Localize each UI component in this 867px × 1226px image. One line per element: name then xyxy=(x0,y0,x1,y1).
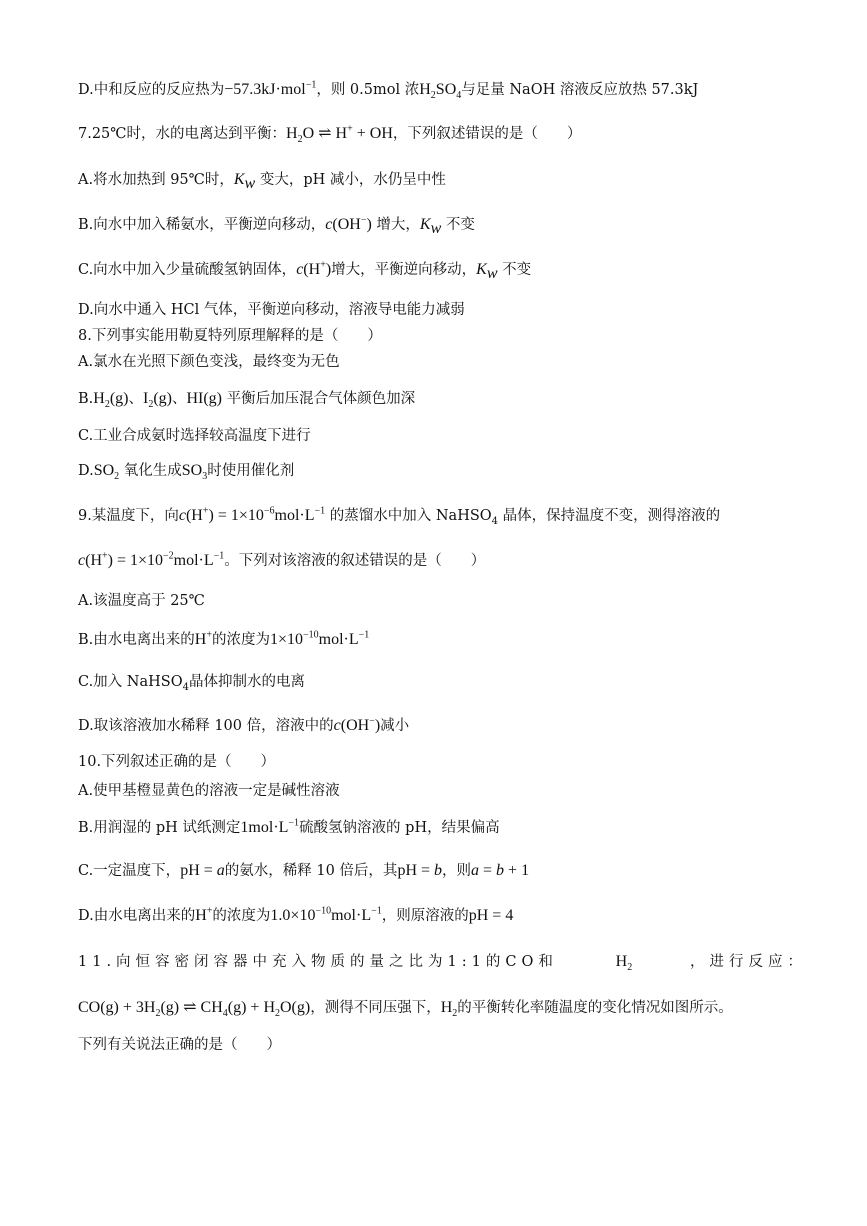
q7-option-a: A.将水加热到 95℃时，$K_w$ 变大，pH 减小，水仍呈中性 xyxy=(78,171,446,192)
q11-stem-line2: $CO(g) + 3H_2(g)$ ⇌ $CH_4(g) + H_2O(g)$，测得不同压强下，$H_2$的平衡转化率随温度的变化情况如图所示。 xyxy=(78,999,733,1020)
q8-stem: 8.下列事实能用勒夏特列原理解释的是（ ） xyxy=(78,328,382,344)
q8-option-a: A.氯水在光照下颜色变浅，最终变为无色 xyxy=(78,354,340,370)
q6-option-d: D.中和反应的反应热为−57.3kJ·mol$^{-1}$，则 0.5mol 浓$H_2SO_4$与足量 NaOH 溶液反应放热 57.3kJ xyxy=(78,79,699,102)
q7-stem: 7.25℃时，水的电离达到平衡：$H_2O$ ⇌ H+ + OH，下列叙述错误的是（ ） xyxy=(78,123,582,146)
q9-stem-line2: $c(H^+) = 1\times 10^{-2}mol\cdot L^{-1}$。下列对该溶液的叙述错误的是（ ） xyxy=(78,550,486,569)
q7-option-c: C.向水中加入少量硫酸氢钠固体，c(H+)增大，平衡逆向移动，$K_w$ 不变 xyxy=(78,259,532,282)
q8-option-c: C.工业合成氨时选择较高温度下进行 xyxy=(78,428,311,444)
q10-option-b: B.用润湿的 pH 试纸测定$1mol\cdot L^{-1}$硫酸氢钠溶液的 pH，结果偏高 xyxy=(78,817,500,836)
q10-option-c: C.一定温度下，pH = a的氨水，稀释 10 倍后，其pH = b，则a = b + 1 xyxy=(78,862,530,879)
q9-option-a: A.该温度高于 25℃ xyxy=(78,593,205,609)
q9-option-b: B.由水电离出来的H+的浓度为$1\times 10^{-10}mol\cdot L^{-1}$ xyxy=(78,629,370,648)
q9-stem-line1: 9.某温度下，向$c(H^+) = 1\times 10^{-6}mol\cdot L^{-1}$ 的蒸馏水中加入 NaHSO$_4$ 晶体，保持温度不变，测得溶液的 xyxy=(78,505,721,527)
q7-option-b: B.向水中加入稀氨水，平衡逆向移动，c(OH−) 增大，$K_w$ 不变 xyxy=(78,214,475,237)
q9-option-d: D.取该溶液加水稀释 100 倍，溶液中的c(OH−)减小 xyxy=(78,715,410,734)
q7-option-d: D.向水中通入 HCl 气体，平衡逆向移动，溶液导电能力减弱 xyxy=(78,302,465,318)
q8-option-b: $B.H_2(g)$、$I_2(g)$、HI(g) 平衡后加压混合气体颜色加深 xyxy=(78,390,416,411)
q10-option-a: A.使甲基橙显黄色的溶液一定是碱性溶液 xyxy=(78,783,340,799)
q10-option-d: D.由水电离出来的H+的浓度为$1.0\times 10^{-10}mol\cdot L^{-1}$，则原溶液的pH = 4 xyxy=(78,905,514,924)
q8-option-d: $D.SO_2$ 氧化生成$SO_3$时使用催化剂 xyxy=(78,462,295,483)
q9-option-c: C.加入 NaHSO$_4$晶体抑制水的电离 xyxy=(78,674,305,693)
q10-stem: 10.下列叙述正确的是（ ） xyxy=(78,754,276,770)
q11-stem-line1: 11.向恒容密闭容器中充入物质的量之比为1:1的CO和 $H_2$ ，进行反应： xyxy=(78,953,807,974)
q11-stem-line3: 下列有关说法正确的是（ ） xyxy=(78,1037,281,1053)
